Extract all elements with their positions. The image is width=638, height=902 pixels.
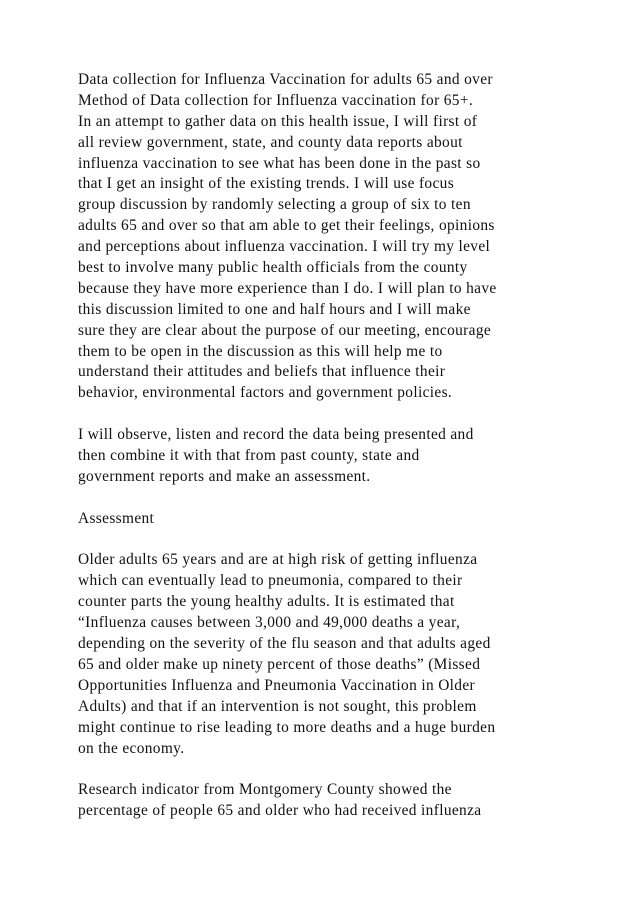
text-line: In an attempt to gather data on this health issue, I will first of bbox=[78, 112, 478, 130]
text-line: depending on the severity of the flu season and that adults aged bbox=[78, 635, 491, 653]
text-line: “Influenza causes between 3,000 and 49,000 deaths a year, bbox=[78, 614, 461, 632]
text-line: because they have more experience than I do. I will plan to have bbox=[78, 279, 497, 297]
text-line: influenza vaccination to see what has been done in the past so bbox=[78, 154, 481, 172]
document-body bbox=[78, 70, 618, 822]
text-line: percentage of people 65 and older who had received influenza bbox=[78, 802, 482, 820]
text-line: and perceptions about influenza vaccination. I will try my level bbox=[78, 238, 491, 256]
paragraph-gap bbox=[78, 530, 618, 551]
section-heading: Assessment bbox=[78, 509, 155, 527]
text-line: Method of Data collection for Influenza vaccination for 65+. bbox=[78, 91, 474, 109]
paragraph-gap bbox=[78, 759, 618, 780]
text-line: understand their attitudes and beliefs that influence their bbox=[78, 363, 446, 381]
text-line: Opportunities Influenza and Pneumonia Vaccination in Older bbox=[78, 676, 475, 694]
text-line: best to involve many public health officials from the county bbox=[78, 259, 468, 277]
text-line: Adults) and that if an intervention is not sought, this problem bbox=[78, 697, 477, 715]
text-line: I will observe, listen and record the data being presented and bbox=[78, 426, 474, 444]
text-line: sure they are clear about the purpose of our meeting, encourage bbox=[78, 321, 492, 339]
text-line: Data collection for Influenza Vaccination for adults 65 and over bbox=[78, 71, 493, 88]
text-line: Older adults 65 years and are at high risk of getting influenza bbox=[78, 551, 478, 569]
text-line: then combine it with that from past county, state and bbox=[78, 447, 420, 465]
paragraph-gap bbox=[78, 404, 618, 425]
text-line: them to be open in the discussion as this will help me to bbox=[78, 342, 443, 360]
text-line: adults 65 and over so that am able to get their feelings, opinions bbox=[78, 217, 495, 235]
text-line: 65 and older make up ninety percent of those deaths” (Missed bbox=[78, 655, 481, 673]
text-line: that I get an insight of the existing trends. I will use focus bbox=[78, 175, 455, 193]
text-line: which can eventually lead to pneumonia, compared to their bbox=[78, 572, 463, 590]
text-line: behavior, environmental factors and government policies. bbox=[78, 384, 453, 402]
text-line: on the economy. bbox=[78, 739, 185, 757]
text-line: group discussion by randomly selecting a group of six to ten bbox=[78, 196, 471, 214]
text-line: all review government, state, and county data reports about bbox=[78, 133, 463, 151]
text-line: government reports and make an assessment. bbox=[78, 467, 371, 485]
text-line: counter parts the young healthy adults. It is estimated that bbox=[78, 593, 455, 611]
text-line: might continue to rise leading to more deaths and a huge burden bbox=[78, 718, 496, 736]
text-line: Research indicator from Montgomery County showed the bbox=[78, 781, 452, 799]
text-line: this discussion limited to one and half hours and I will make bbox=[78, 300, 471, 318]
paragraph-gap bbox=[78, 488, 618, 509]
